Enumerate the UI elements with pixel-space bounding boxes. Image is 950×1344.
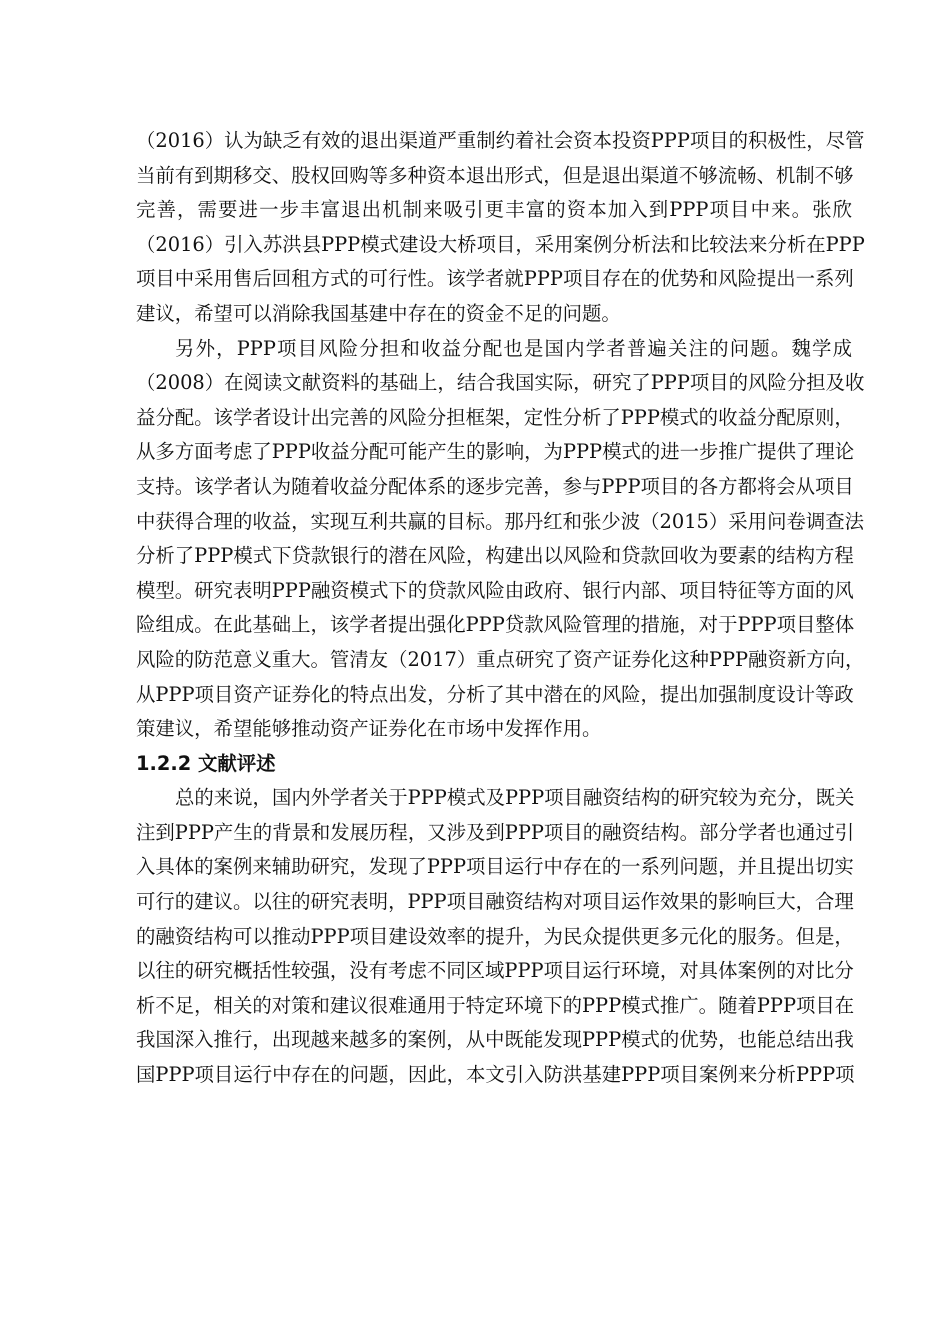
text-line: 策建议，希望能够推动资产证券化在市场中发挥作用。 xyxy=(136,717,602,741)
text-line: 项目中采用售后回租方式的可行性。该学者就PPP项目存在的优势和风险提出一系列 xyxy=(136,267,854,291)
text-line: 风险的防范意义重大。管清友（2017）重点研究了资产证券化这种PPP融资新方向， xyxy=(136,647,865,671)
document-body xyxy=(136,124,865,1093)
text-line: 从PPP项目资产证券化的特点出发，分析了其中潜在的风险，提出加强制度设计等政 xyxy=(136,682,854,706)
text-line: 另外，PPP项目风险分担和收益分配也是国内学者普遍关注的问题。魏学成 xyxy=(175,336,852,360)
text-line: 入具体的案例来辅助研究，发现了PPP项目运行中存在的一系列问题，并且提出切实 xyxy=(136,855,854,879)
paragraph-literature-review xyxy=(136,781,855,1092)
text-line: 支持。该学者认为随着收益分配体系的逐步完善，参与PPP项目的各方都将会从项目 xyxy=(136,474,854,498)
section-heading: 1.2.2 文献评述 xyxy=(136,751,276,775)
text-line: 险组成。在此基础上，该学者提出强化PPP贷款风险管理的措施，对于PPP项目整体 xyxy=(136,613,855,637)
text-line: （2016）引入苏洪县PPP模式建设大桥项目，采用案例分析法和比较法来分析在PPP xyxy=(136,232,865,256)
text-line: 益分配。该学者设计出完善的风险分担框架，定性分析了PPP模式的收益分配原则， xyxy=(136,405,854,429)
text-line: 从多方面考虑了PPP收益分配可能产生的影响，为PPP模式的进一步推广提供了理论 xyxy=(136,440,855,464)
text-line: 注到PPP产生的背景和发展历程，又涉及到PPP项目的融资结构。部分学者也通过引 xyxy=(136,820,855,844)
text-line: 建议，希望可以消除我国基建中存在的资金不足的问题。 xyxy=(136,301,621,325)
text-line: （2016）认为缺乏有效的退出渠道严重制约着社会资本投资PPP项目的积极性，尽管 xyxy=(136,129,865,152)
text-line: （2008）在阅读文献资料的基础上，结合我国实际，研究了PPP项目的风险分担及收 xyxy=(136,371,865,395)
text-line: 的融资结构可以推动PPP项目建设效率的提升，为民众提供更多元化的服务。但是， xyxy=(136,924,854,948)
text-line: 中获得合理的收益，实现互利共赢的目标。那丹红和张少波（2015）采用问卷调查法 xyxy=(136,509,865,533)
text-line: 总的来说，国内外学者关于PPP模式及PPP项目融资结构的研究较为充分，既关 xyxy=(175,786,855,810)
paragraph-exit-mechanism xyxy=(136,124,865,332)
text-line: 分析了PPP模式下贷款银行的潜在风险，构建出以风险和贷款回收为要素的结构方程 xyxy=(136,544,854,568)
paragraph-risk-sharing xyxy=(136,332,865,747)
text-line: 析不足，相关的对策和建议很难通用于特定环境下的PPP模式推广。随着PPP项目在 xyxy=(136,993,855,1017)
text-line: 我国深入推行，出现越来越多的案例，从中既能发现PPP模式的优势，也能总结出我 xyxy=(136,1028,854,1052)
text-line: 当前有到期移交、股权回购等多种资本退出形式，但是退出渠道不够流畅、机制不够 xyxy=(136,163,854,187)
text-line: 国PPP项目运行中存在的问题，因此，本文引入防洪基建PPP项目案例来分析PPP项 xyxy=(136,1063,855,1087)
text-line: 模型。研究表明PPP融资模式下的贷款风险由政府、银行内部、项目特征等方面的风 xyxy=(136,578,854,602)
text-line: 以往的研究概括性较强，没有考虑不同区域PPP项目运行环境，对具体案例的对比分 xyxy=(136,959,854,983)
text-line: 完善，需要进一步丰富退出机制来吸引更丰富的资本加入到PPP项目中来。张欣 xyxy=(136,198,852,222)
text-line: 可行的建议。以往的研究表明，PPP项目融资结构对项目运作效果的影响巨大，合理 xyxy=(136,890,854,914)
